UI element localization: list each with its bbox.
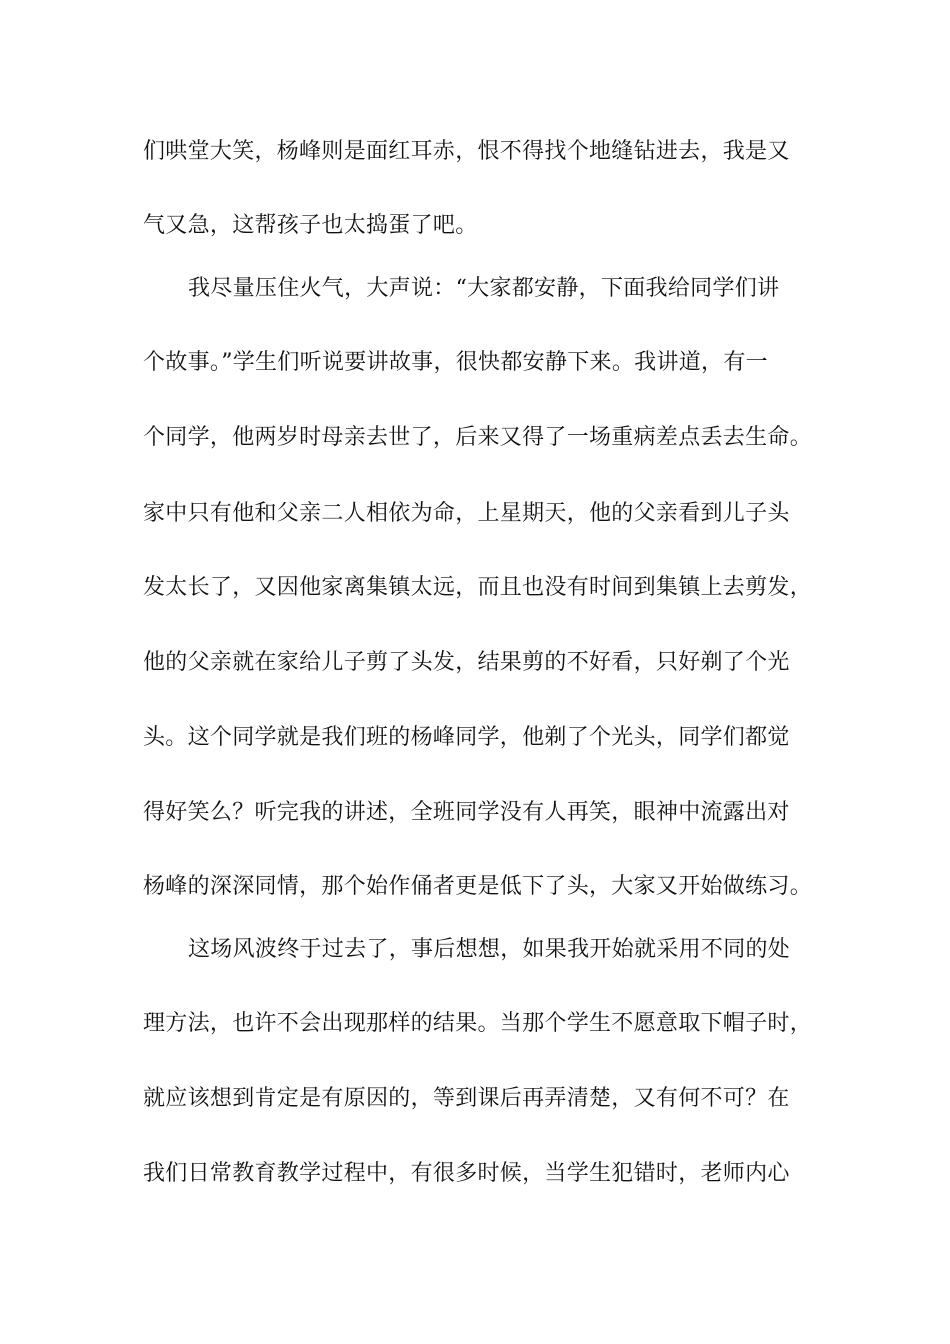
text-line: 理方法，也许不会出现那样的结果。当那个学生不愿意取下帽子时， [143, 1011, 813, 1036]
paragraph-start-line: 这场风波终于过去了，事后想想，如果我开始就采用不同的处 [188, 937, 791, 962]
text-line: 气又急，这帮孩子也太捣蛋了吧。 [143, 213, 478, 238]
text-line: 他的父亲就在家给儿子剪了头发，结果剪的不好看，只好剃了个光 [143, 650, 790, 675]
text-line: 头。这个同学就是我们班的杨峰同学，他剃了个光头，同学们都觉 [143, 725, 790, 750]
paragraph-start-line: 我尽量压住火气，大声说：“大家都安静，下面我给同学们讲 [188, 276, 780, 301]
text-line: 杨峰的深深同情，那个始作俑者更是低下了头，大家又开始做练习。 [143, 874, 813, 899]
text-line: 个故事。”学生们听说要讲故事，很快都安静下来。我讲道，有一 [143, 350, 768, 375]
text-line: 发太长了，又因他家离集镇太远，而且也没有时间到集镇上去剪发， [143, 575, 813, 600]
text-line: 我们日常教育教学过程中，有很多时候，当学生犯错时，老师内心 [143, 1161, 790, 1186]
text-line: 得好笑么？听完我的讲述，全班同学没有人再笑，眼神中流露出对 [143, 800, 790, 825]
text-line: 家中只有他和父亲二人相依为命，上星期天，他的父亲看到儿子头 [143, 501, 790, 526]
text-line: 个同学，他两岁时母亲去世了，后来又得了一场重病差点丢去生命。 [143, 425, 813, 450]
text-line: 就应该想到肯定是有原因的，等到课后再弄清楚，又有何不可？在 [143, 1086, 790, 1111]
text-line: 们哄堂大笑，杨峰则是面红耳赤，恨不得找个地缝钻进去，我是又 [143, 139, 790, 164]
